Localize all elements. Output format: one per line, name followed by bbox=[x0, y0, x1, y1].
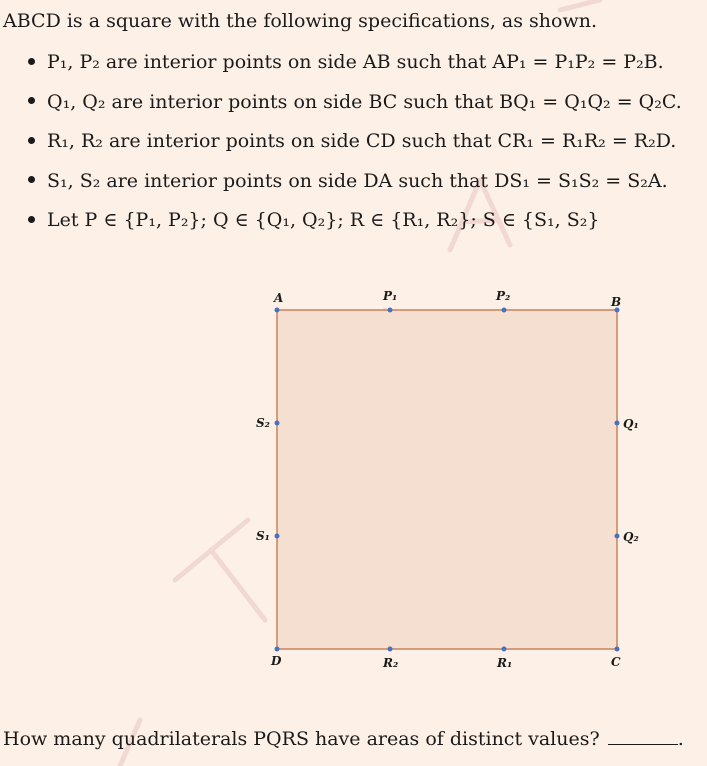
label-p1: P₁ bbox=[383, 289, 398, 303]
question-text: How many quadrilaterals PQRS have areas of distinct values? bbox=[3, 728, 600, 750]
label-a: A bbox=[274, 291, 284, 305]
bullet-text: S₁, S₂ are interior points on side DA such that DS₁ = S₁S₂ = S₂A. bbox=[47, 169, 668, 192]
point-s2 bbox=[275, 421, 280, 426]
intro-text: ABCD is a square with the following specifications, as shown. bbox=[3, 10, 597, 32]
label-s2: S₂ bbox=[256, 416, 270, 430]
point-p2 bbox=[502, 308, 507, 313]
square-abcd bbox=[277, 310, 617, 649]
label-r2: R₂ bbox=[383, 656, 399, 670]
point-a bbox=[275, 308, 280, 313]
bullet-text: R₁, R₂ are interior points on side CD such that CR₁ = R₁R₂ = R₂D. bbox=[47, 130, 677, 152]
point-q2 bbox=[615, 534, 620, 539]
point-r1 bbox=[502, 647, 507, 652]
label-b: B bbox=[611, 295, 622, 309]
label-p2: P₂ bbox=[496, 289, 511, 303]
answer-blank[interactable] bbox=[608, 726, 678, 745]
label-d: D bbox=[271, 654, 282, 668]
point-c bbox=[615, 647, 620, 652]
point-p1 bbox=[388, 308, 393, 313]
point-d bbox=[275, 647, 280, 652]
label-q1: Q₁ bbox=[623, 417, 639, 431]
point-r2 bbox=[388, 647, 393, 652]
bullet-text: Q₁, Q₂ are interior points on side BC such that BQ₁ = Q₁Q₂ = Q₂C. bbox=[47, 90, 682, 113]
question: How many quadrilaterals PQRS have areas of distinct values? . bbox=[3, 728, 684, 750]
bullet-text: Let P ∈ {P₁, P₂}; Q ∈ {Q₁, Q₂}; R ∈ {R₁, R₂}; S ∈ {S₁, S₂} bbox=[47, 209, 600, 231]
bullet-text: P₁, P₂ are interior points on side AB such that AP₁ = P₁P₂ = P₂B. bbox=[47, 51, 664, 73]
point-s1 bbox=[275, 534, 280, 539]
label-c: C bbox=[611, 655, 621, 669]
point-q1 bbox=[615, 421, 620, 426]
label-r1: R₁ bbox=[497, 656, 513, 670]
label-q2: Q₂ bbox=[623, 530, 639, 544]
label-s1: S₁ bbox=[256, 529, 270, 543]
